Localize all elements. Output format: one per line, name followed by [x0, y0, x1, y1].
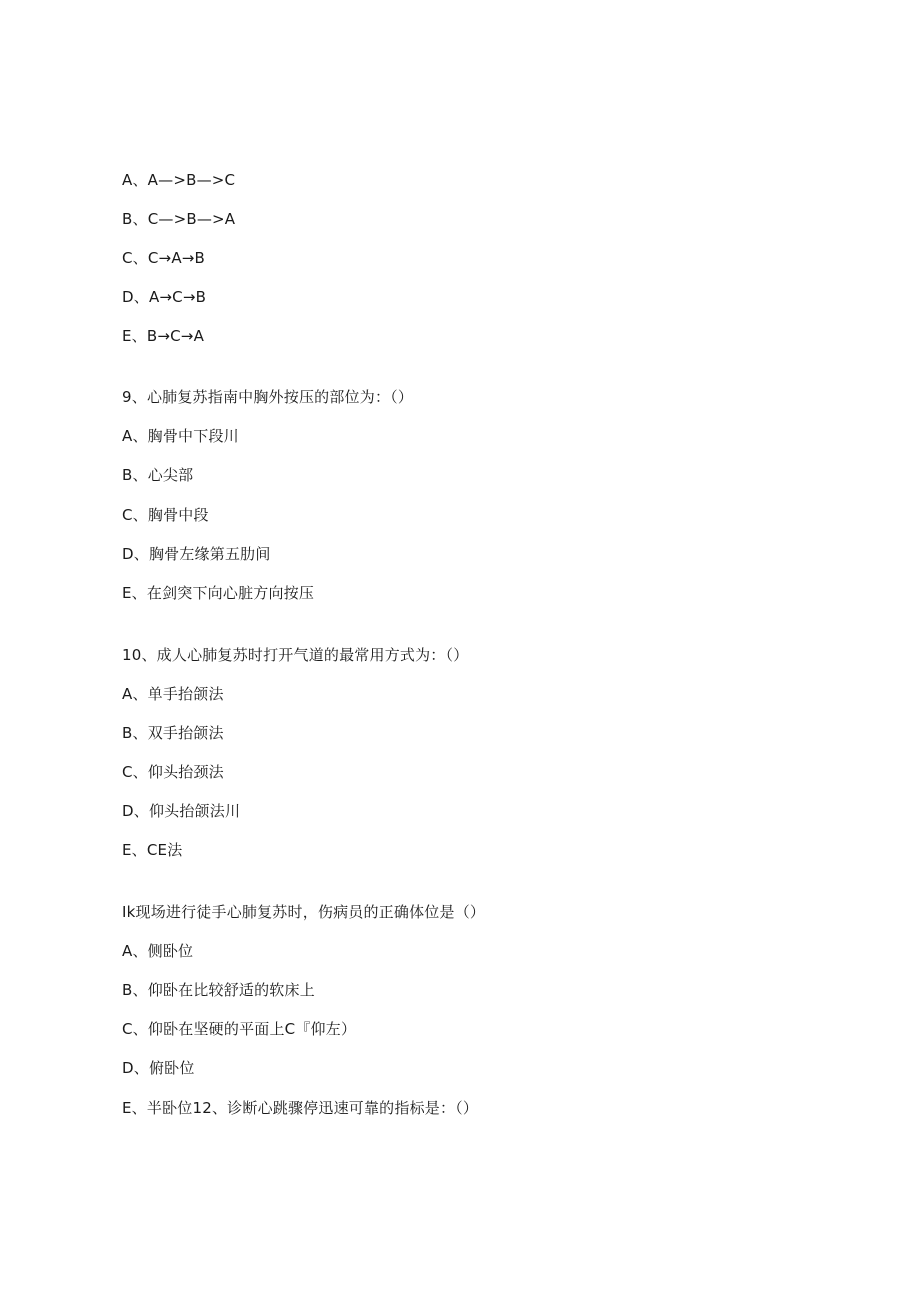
q11-option-c: C、仰卧在坚硬的平面上C『仰左） [122, 1020, 357, 1038]
q9-option-d: D、胸骨左缘第五肋间 [122, 545, 271, 563]
q10-question: 10、成人心肺复苏时打开气道的最常用方式为：（） [122, 646, 469, 664]
q8-option-d: D、A→C→B [122, 288, 207, 306]
q11-option-e: E、半卧位12、诊断心跳骤停迅速可靠的指标是：（） [122, 1099, 479, 1117]
q8-option-e: E、B→C→A [122, 327, 205, 345]
q9-question: 9、心肺复苏指南中胸外按压的部位为：（） [122, 388, 414, 406]
q8-option-a: A、A—>B—>C [122, 171, 236, 189]
q9-option-b: B、心尖部 [122, 466, 194, 484]
q10-option-a: A、单手抬颌法 [122, 685, 224, 703]
q10-option-e: E、CE法 [122, 841, 183, 859]
q10-option-b: B、双手抬颌法 [122, 724, 224, 742]
q9-option-c: C、胸骨中段 [122, 506, 209, 524]
q11-option-d: D、俯卧位 [122, 1059, 195, 1077]
q9-option-a: A、胸骨中下段川 [122, 427, 239, 445]
q11-option-a: A、侧卧位 [122, 942, 194, 960]
q10-option-d: D、仰头抬颌法川 [122, 802, 241, 820]
q9-option-e: E、在剑突下向心脏方向按压 [122, 584, 315, 602]
q10-option-c: C、仰头抬颈法 [122, 763, 224, 781]
q8-option-b: B、C—>B—>A [122, 210, 236, 228]
q11-question: Ik现场进行徒手心肺复苏时，伤病员的正确体位是（） [122, 903, 486, 921]
q11-option-b: B、仰卧在比较舒适的软床上 [122, 981, 315, 999]
q8-option-c: C、C→A→B [122, 249, 206, 267]
